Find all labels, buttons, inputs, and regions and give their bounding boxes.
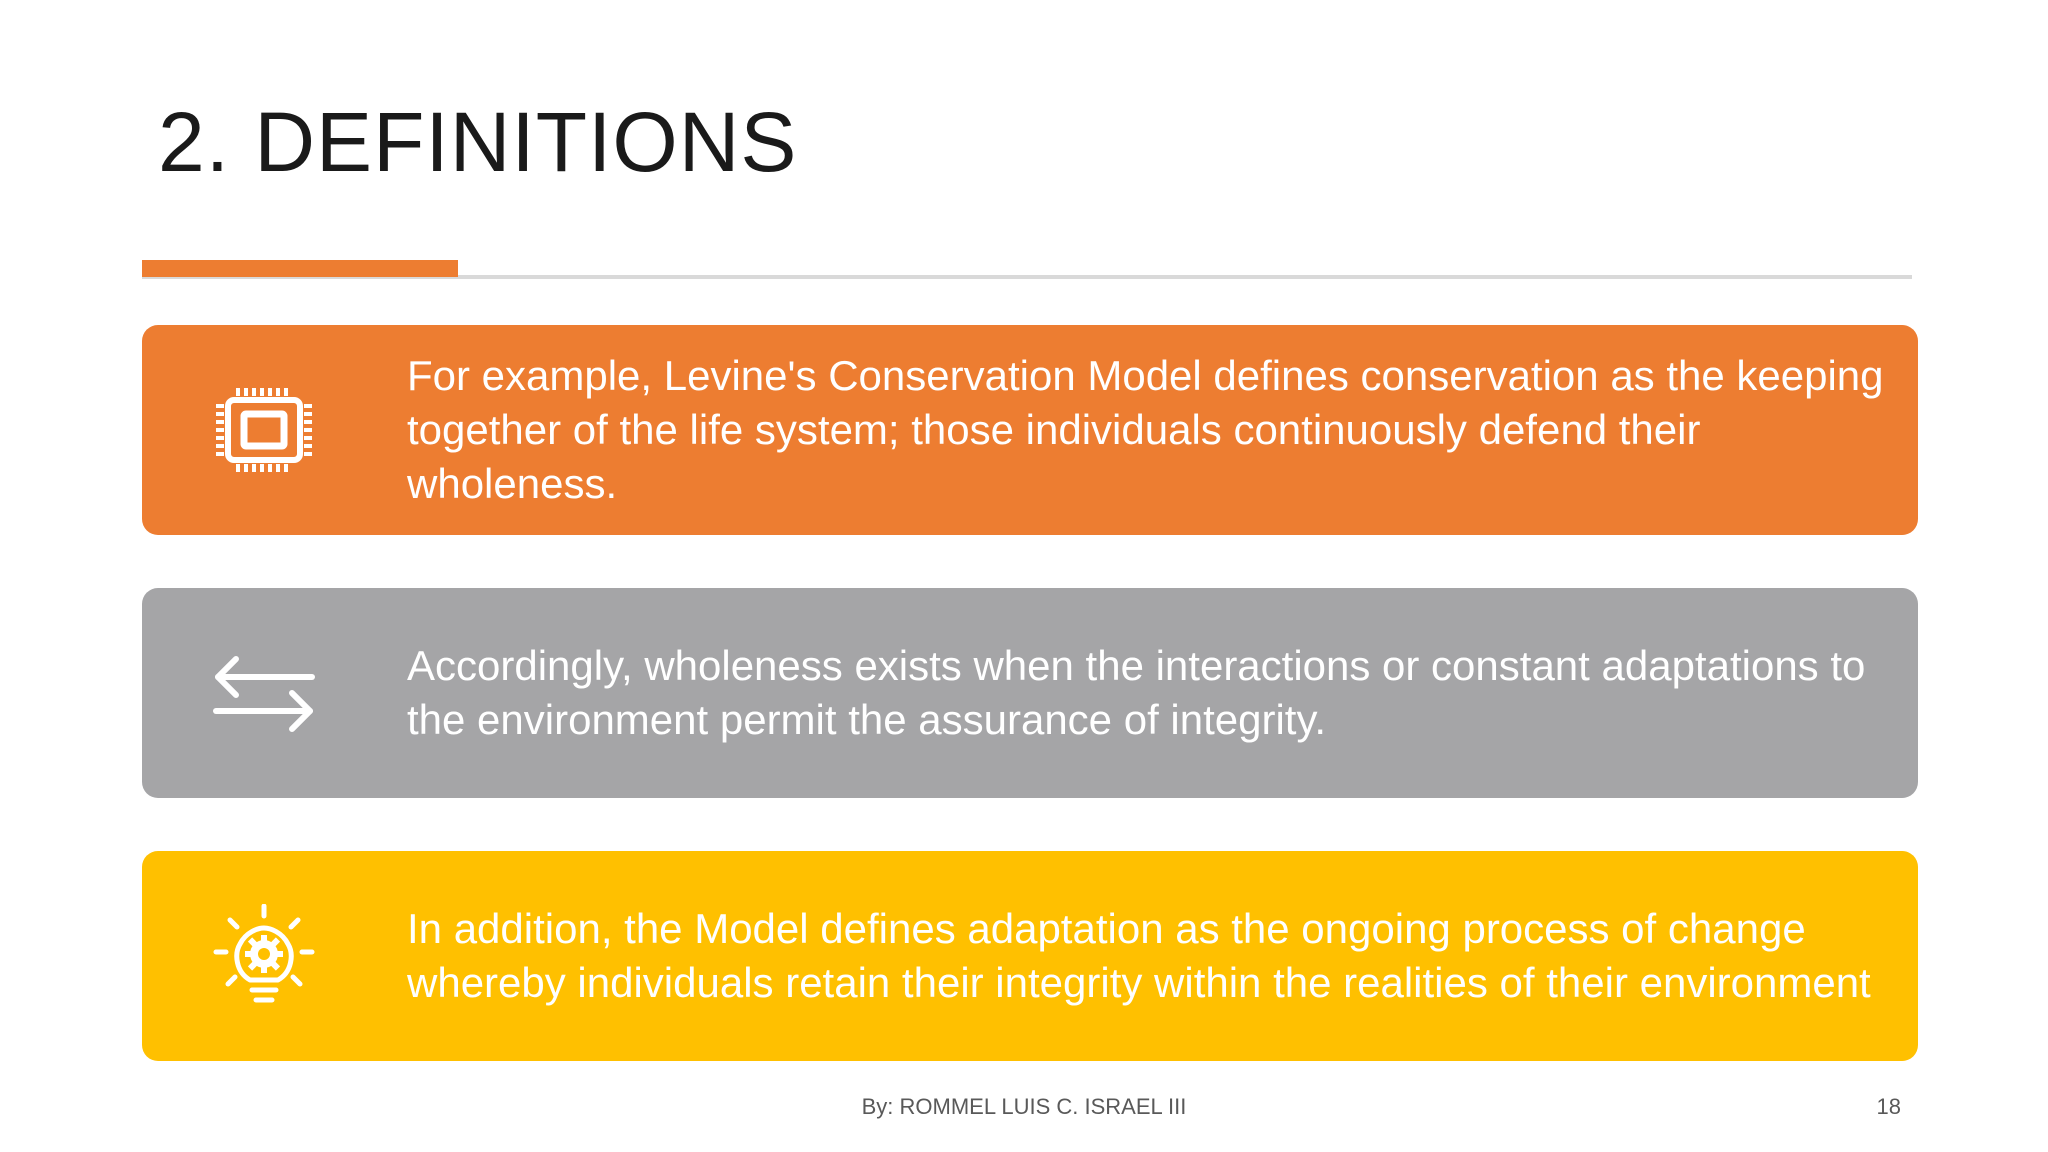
footer-credit: By: ROMMEL LUIS C. ISRAEL III [861,1094,1187,1119]
title-accent-bar [142,260,458,277]
swap-arrows-icon [212,641,316,745]
slide-title: 2. DEFINITIONS [158,95,798,189]
page-number: 18 [1876,1094,1901,1119]
chip-icon [212,378,316,482]
definition-text: Accordingly, wholeness exists when the interactions or constant adaptations to the environment permit the assurance of integrity. [407,642,1866,743]
definition-card-wholeness [142,588,1918,798]
definition-text: In addition, the Model defines adaptation as the ongoing process of change whereby individuals retain their integrity within the realities of their environment [407,905,1871,1006]
lightbulb-gear-icon [212,904,316,1008]
definition-card-adaptation [142,851,1918,1061]
definition-text: For example, Levine's Conservation Model defines conservation as the keeping together of the life system; those individuals continuously defend their wholeness. [407,352,1884,507]
definition-card-conservation [142,325,1918,535]
